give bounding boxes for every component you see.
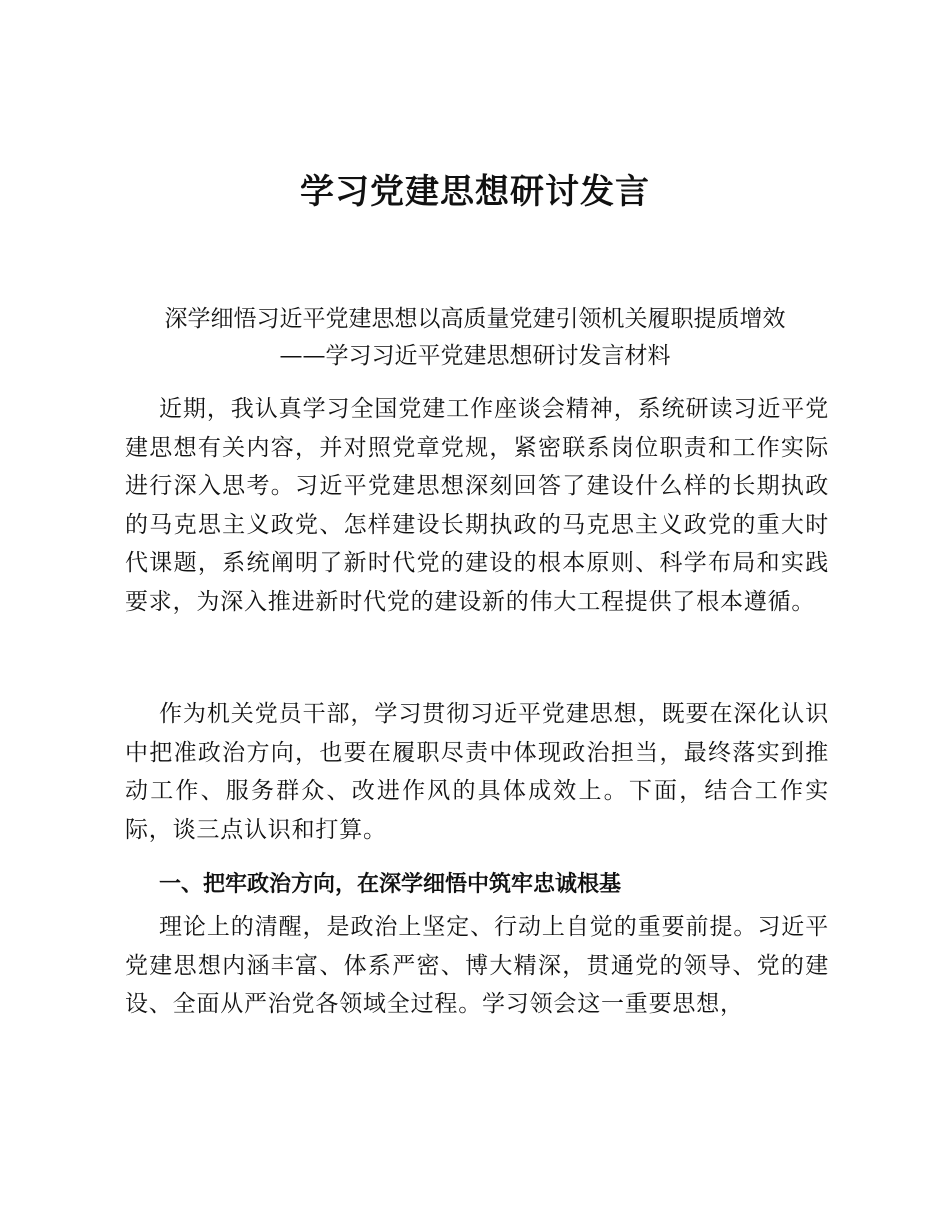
body-paragraph-intro: 近期，我认真学习全国党建工作座谈会精神，系统研读习近平党建思想有关内容，并对照党章党规，紧密联系岗位职责和工作实际进行深入思考。习近平党建思想深刻回答了建设什么样的长期执政的马克思主义政党、怎样建设长期执政的马克思主义政党的重大时代课题，系统阐明了新时代党的建设的根本原则、科学布局和实践要求，为深入推进新时代党的建设新的伟大工程提供了根本遵循。	[125, 396, 829, 615]
section-paragraph: 理论上的清醒，是政治上坚定、行动上自觉的重要前提。习近平党建思想内涵丰富、体系严密、博大精深，贯通党的领导、党的建设、全面从严治党各领域全过程。学习领会这一重要思想，	[125, 914, 829, 1018]
document-title: 学习党建思想研讨发言	[300, 172, 650, 212]
document-subtitle: 深学细悟习近平党建思想以高质量党建引领机关履职提质增效	[164, 306, 786, 332]
document-subtitle-secondary: ——学习习近平党建思想研讨发言材料	[279, 343, 671, 369]
section-heading: 一、把牢政治方向，在深学细悟中筑牢忠诚根基	[159, 872, 622, 897]
body-paragraph-role: 作为机关党员干部，学习贯彻习近平党建思想，既要在深化认识中把准政治方向，也要在履职尽责中体现政治担当，最终落实到推动工作、服务群众、改进作风的具体成效上。下面，结合工作实际，谈三点认识和打算。	[125, 701, 829, 843]
